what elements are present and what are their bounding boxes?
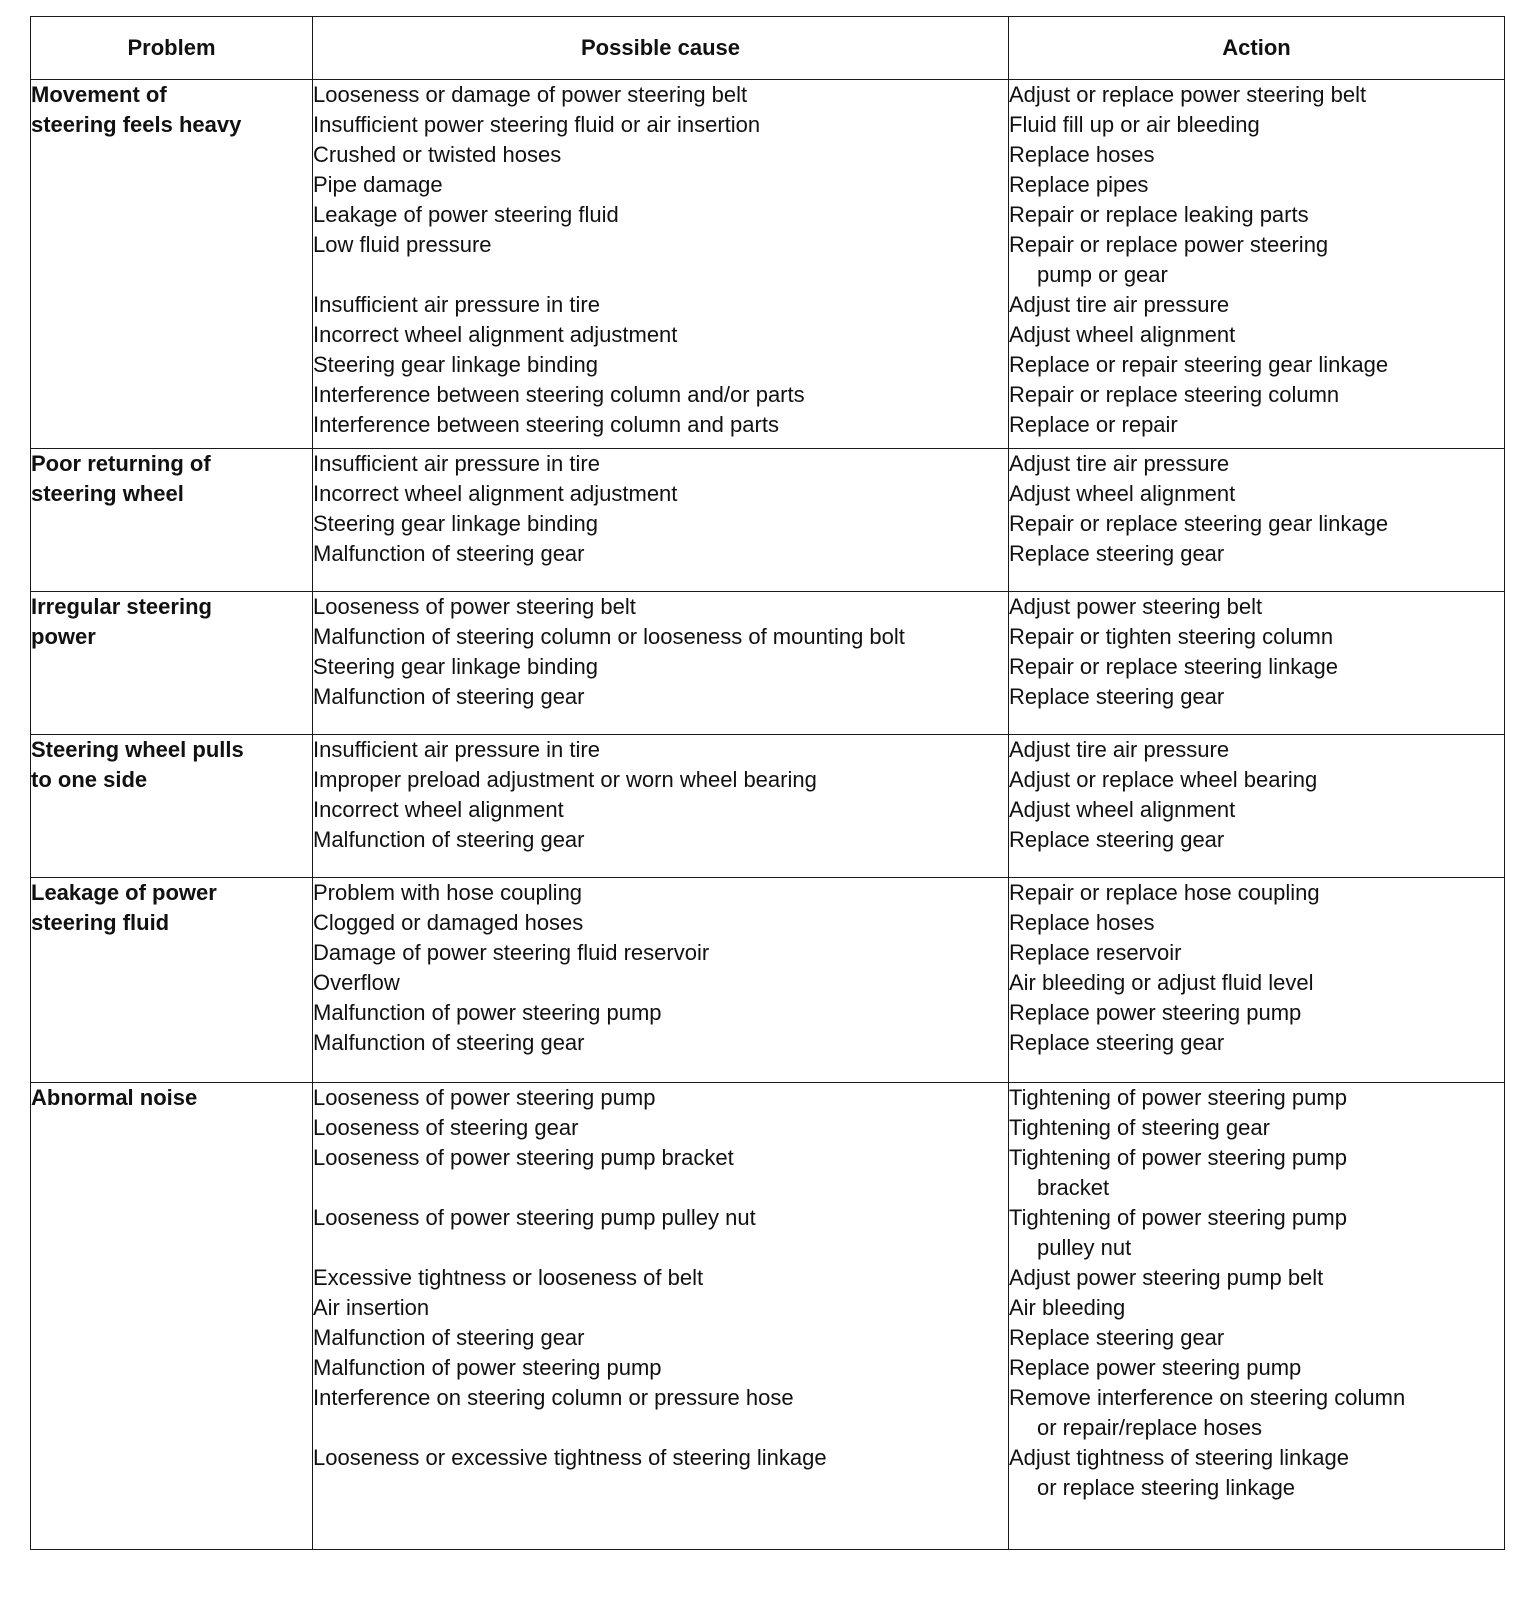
- cause-line: Steering gear linkage binding: [313, 352, 598, 377]
- action-line: Replace reservoir: [1009, 940, 1182, 965]
- cause-line: Insufficient air pressure in tire: [313, 737, 600, 762]
- action-line: Replace steering gear: [1009, 827, 1225, 852]
- table-row: [31, 735, 1505, 878]
- cause-line: Overflow: [313, 970, 400, 995]
- cause-line: Incorrect wheel alignment adjustment: [313, 322, 678, 347]
- problem-line: Poor returning of: [31, 451, 211, 476]
- table-row: [31, 1083, 1505, 1550]
- action-cell: [1009, 1083, 1505, 1550]
- cause-line: Looseness or excessive tightness of steering linkage: [313, 1445, 827, 1470]
- action-line: Repair or tighten steering column: [1009, 624, 1334, 649]
- cause-line: Leakage of power steering fluid: [313, 202, 619, 227]
- cause-line: Looseness of power steering pump: [313, 1085, 656, 1110]
- action-line: Replace or repair: [1009, 412, 1178, 437]
- cause-line-blank: [313, 1173, 1008, 1203]
- cause-line: Looseness or damage of power steering belt: [313, 82, 748, 107]
- cause-line: Interference between steering column and/or parts: [313, 382, 805, 407]
- cause-line: Insufficient air pressure in tire: [313, 451, 600, 476]
- action-line-continued: pulley nut: [1037, 1235, 1132, 1260]
- cause-line: Improper preload adjustment or worn wheel bearing: [313, 767, 817, 792]
- problem-cell: [31, 735, 313, 878]
- action-line: Repair or replace steering gear linkage: [1009, 511, 1389, 536]
- action-line-continued: or repair/replace hoses: [1037, 1415, 1263, 1440]
- action-line: Replace or repair steering gear linkage: [1009, 352, 1389, 377]
- cause-line: Malfunction of steering gear: [313, 541, 585, 566]
- problem-cell: [31, 449, 313, 592]
- action-line: Adjust or replace wheel bearing: [1009, 767, 1318, 792]
- cause-line: Malfunction of steering column or looseness of mounting bolt: [313, 624, 905, 649]
- cause-line-blank: [313, 1413, 1008, 1443]
- header-possible-cause: Possible cause: [313, 17, 1009, 80]
- table-row: [31, 878, 1505, 1083]
- cause-line: Looseness of power steering pump bracket: [313, 1145, 734, 1170]
- action-line-continued: or replace steering linkage: [1037, 1475, 1296, 1500]
- action-line: Replace steering gear: [1009, 541, 1225, 566]
- cause-line: Air insertion: [313, 1295, 430, 1320]
- cause-cell: [313, 735, 1009, 878]
- table-row: [31, 592, 1505, 735]
- cause-line: Incorrect wheel alignment: [313, 797, 564, 822]
- cause-cell: [313, 878, 1009, 1083]
- cause-line: Malfunction of steering gear: [313, 1325, 585, 1350]
- cause-line: Interference between steering column and parts: [313, 412, 779, 437]
- cause-line: Looseness of steering gear: [313, 1115, 579, 1140]
- action-line: Tightening of power steering pump: [1009, 1205, 1347, 1230]
- action-line: Replace hoses: [1009, 142, 1155, 167]
- action-line: Air bleeding: [1009, 1295, 1126, 1320]
- cause-line: Interference on steering column or pressure hose: [313, 1385, 794, 1410]
- cause-line: Insufficient power steering fluid or air insertion: [313, 112, 761, 137]
- action-line: Repair or replace hose coupling: [1009, 880, 1320, 905]
- cause-line-blank: [313, 1233, 1008, 1263]
- problem-line: Irregular steering: [31, 594, 212, 619]
- problem-line: power: [31, 624, 96, 649]
- problem-line: steering wheel: [31, 481, 184, 506]
- cause-line: Incorrect wheel alignment adjustment: [313, 481, 678, 506]
- cause-line: Clogged or damaged hoses: [313, 910, 584, 935]
- action-line: Repair or replace leaking parts: [1009, 202, 1309, 227]
- cause-line-blank: [313, 260, 1008, 290]
- problem-line: Leakage of power: [31, 880, 217, 905]
- action-line: Repair or replace steering column: [1009, 382, 1340, 407]
- action-line: Remove interference on steering column: [1009, 1385, 1406, 1410]
- problem-line: Steering wheel pulls: [31, 737, 244, 762]
- table-row: [31, 449, 1505, 592]
- cause-line: Pipe damage: [313, 172, 443, 197]
- action-line: Air bleeding or adjust fluid level: [1009, 970, 1314, 995]
- action-line: Repair or replace power steering: [1009, 232, 1329, 257]
- cause-line: Low fluid pressure: [313, 232, 492, 257]
- action-line: Tightening of power steering pump: [1009, 1085, 1347, 1110]
- cause-line: Problem with hose coupling: [313, 880, 583, 905]
- action-line: Replace power steering pump: [1009, 1000, 1302, 1025]
- cause-cell: [313, 449, 1009, 592]
- action-line: Replace steering gear: [1009, 684, 1225, 709]
- action-line-continued: bracket: [1037, 1175, 1110, 1200]
- action-line: Tightening of steering gear: [1009, 1115, 1270, 1140]
- cause-line: Malfunction of steering gear: [313, 827, 585, 852]
- table-row: [31, 80, 1505, 449]
- action-line: Replace pipes: [1009, 172, 1149, 197]
- action-cell: [1009, 735, 1505, 878]
- action-line: Repair or replace steering linkage: [1009, 654, 1338, 679]
- action-line: Replace steering gear: [1009, 1325, 1225, 1350]
- cause-line: Insufficient air pressure in tire: [313, 292, 600, 317]
- problem-line: Movement of: [31, 82, 167, 107]
- cause-line: Crushed or twisted hoses: [313, 142, 562, 167]
- action-line: Fluid fill up or air bleeding: [1009, 112, 1260, 137]
- action-line: Adjust or replace power steering belt: [1009, 82, 1367, 107]
- cause-cell: [313, 592, 1009, 735]
- header-row: [31, 17, 1505, 80]
- header-problem: Problem: [31, 17, 313, 80]
- action-line: Adjust power steering pump belt: [1009, 1265, 1324, 1290]
- cause-line: Steering gear linkage binding: [313, 511, 598, 536]
- problem-cell: [31, 878, 313, 1083]
- problem-cell: [31, 80, 313, 449]
- action-cell: [1009, 592, 1505, 735]
- cause-cell: [313, 80, 1009, 449]
- action-line: Replace power steering pump: [1009, 1355, 1302, 1380]
- cause-line: Malfunction of steering gear: [313, 684, 585, 709]
- problem-line: steering feels heavy: [31, 112, 242, 137]
- problem-line: steering fluid: [31, 910, 170, 935]
- action-line: Adjust wheel alignment: [1009, 797, 1236, 822]
- cause-line: Looseness of power steering belt: [313, 594, 636, 619]
- action-line: Tightening of power steering pump: [1009, 1145, 1347, 1170]
- cause-line: Malfunction of steering gear: [313, 1030, 585, 1055]
- action-line: Adjust tire air pressure: [1009, 292, 1230, 317]
- problem-line: Abnormal noise: [31, 1085, 198, 1110]
- cause-line: Malfunction of power steering pump: [313, 1000, 662, 1025]
- cause-line: Malfunction of power steering pump: [313, 1355, 662, 1380]
- action-line: Adjust power steering belt: [1009, 594, 1263, 619]
- cause-line: Damage of power steering fluid reservoir: [313, 940, 710, 965]
- cause-cell: [313, 1083, 1009, 1550]
- action-line: Adjust wheel alignment: [1009, 481, 1236, 506]
- problem-cell: [31, 592, 313, 735]
- action-line: Adjust wheel alignment: [1009, 322, 1236, 347]
- action-line: Adjust tire air pressure: [1009, 737, 1230, 762]
- action-cell: [1009, 878, 1505, 1083]
- problem-line: to one side: [31, 767, 148, 792]
- cause-line: Excessive tightness or looseness of belt: [313, 1265, 704, 1290]
- action-line: Replace steering gear: [1009, 1030, 1225, 1055]
- action-line-continued: pump or gear: [1037, 262, 1168, 287]
- action-cell: [1009, 449, 1505, 592]
- cause-line: Steering gear linkage binding: [313, 654, 598, 679]
- troubleshooting-table: [30, 16, 1505, 1550]
- action-line: Adjust tire air pressure: [1009, 451, 1230, 476]
- cause-line: Looseness of power steering pump pulley nut: [313, 1205, 756, 1230]
- action-line: Replace hoses: [1009, 910, 1155, 935]
- action-cell: [1009, 80, 1505, 449]
- action-line: Adjust tightness of steering linkage: [1009, 1445, 1349, 1470]
- problem-cell: [31, 1083, 313, 1550]
- header-action: Action: [1009, 17, 1505, 80]
